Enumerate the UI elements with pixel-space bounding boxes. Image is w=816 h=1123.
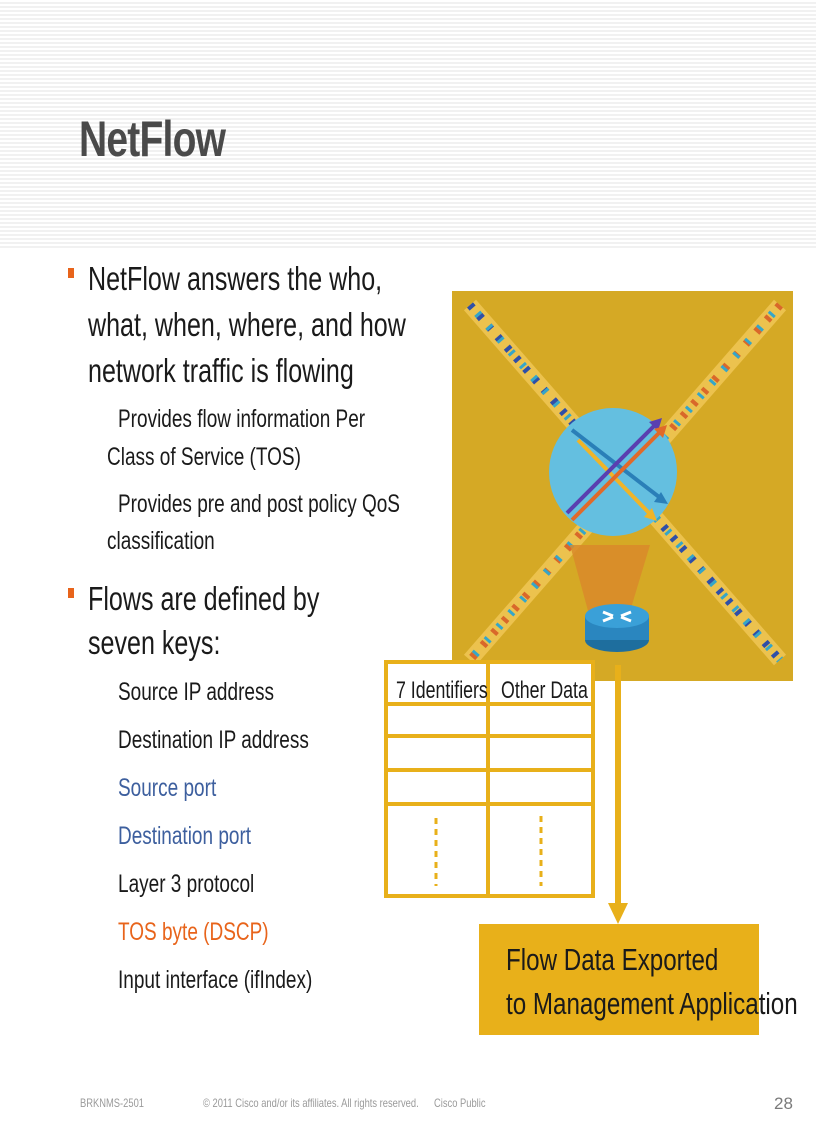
table-header-other-data: Other Data (501, 677, 588, 704)
bullet2-line: seven keys: (88, 624, 221, 661)
sub-bullet-line: classification (107, 527, 215, 555)
flow-key: Source port (118, 774, 217, 802)
bullet1-line: what, when, where, and how (88, 306, 406, 343)
sub-bullet-line: Class of Service (TOS) (107, 443, 301, 471)
flow-key: Layer 3 protocol (118, 870, 255, 898)
flow-key: Input interface (ifIndex) (118, 966, 313, 994)
flow-key: Destination port (118, 822, 252, 850)
flow-key: Destination IP address (118, 726, 309, 754)
export-arrowhead (608, 903, 628, 924)
export-label: Flow Data Exported (506, 942, 719, 977)
footer-copyright: © 2011 Cisco and/or its affiliates. All rights reserved. (203, 1096, 419, 1110)
page-title: NetFlow (79, 111, 226, 167)
flow-key: Source IP address (118, 678, 274, 706)
sub-bullet-line: Provides flow information Per (118, 405, 366, 433)
bullet1-line: NetFlow answers the who, (88, 260, 383, 297)
flow-key: TOS byte (DSCP) (118, 918, 269, 946)
export-label: to Management Application (506, 986, 798, 1021)
footer-session-id: BRKNMS-2501 (80, 1096, 144, 1110)
sub-bullet-line: Provides pre and post policy QoS (118, 490, 400, 518)
bullet1-line: network traffic is flowing (88, 352, 354, 389)
bullet2-line: Flows are defined by (88, 580, 320, 617)
footer-classification: Cisco Public (434, 1096, 486, 1110)
page-number: 28 (774, 1094, 793, 1113)
router-icon (585, 604, 649, 652)
table-header-identifiers: 7 Identifiers (396, 677, 488, 704)
